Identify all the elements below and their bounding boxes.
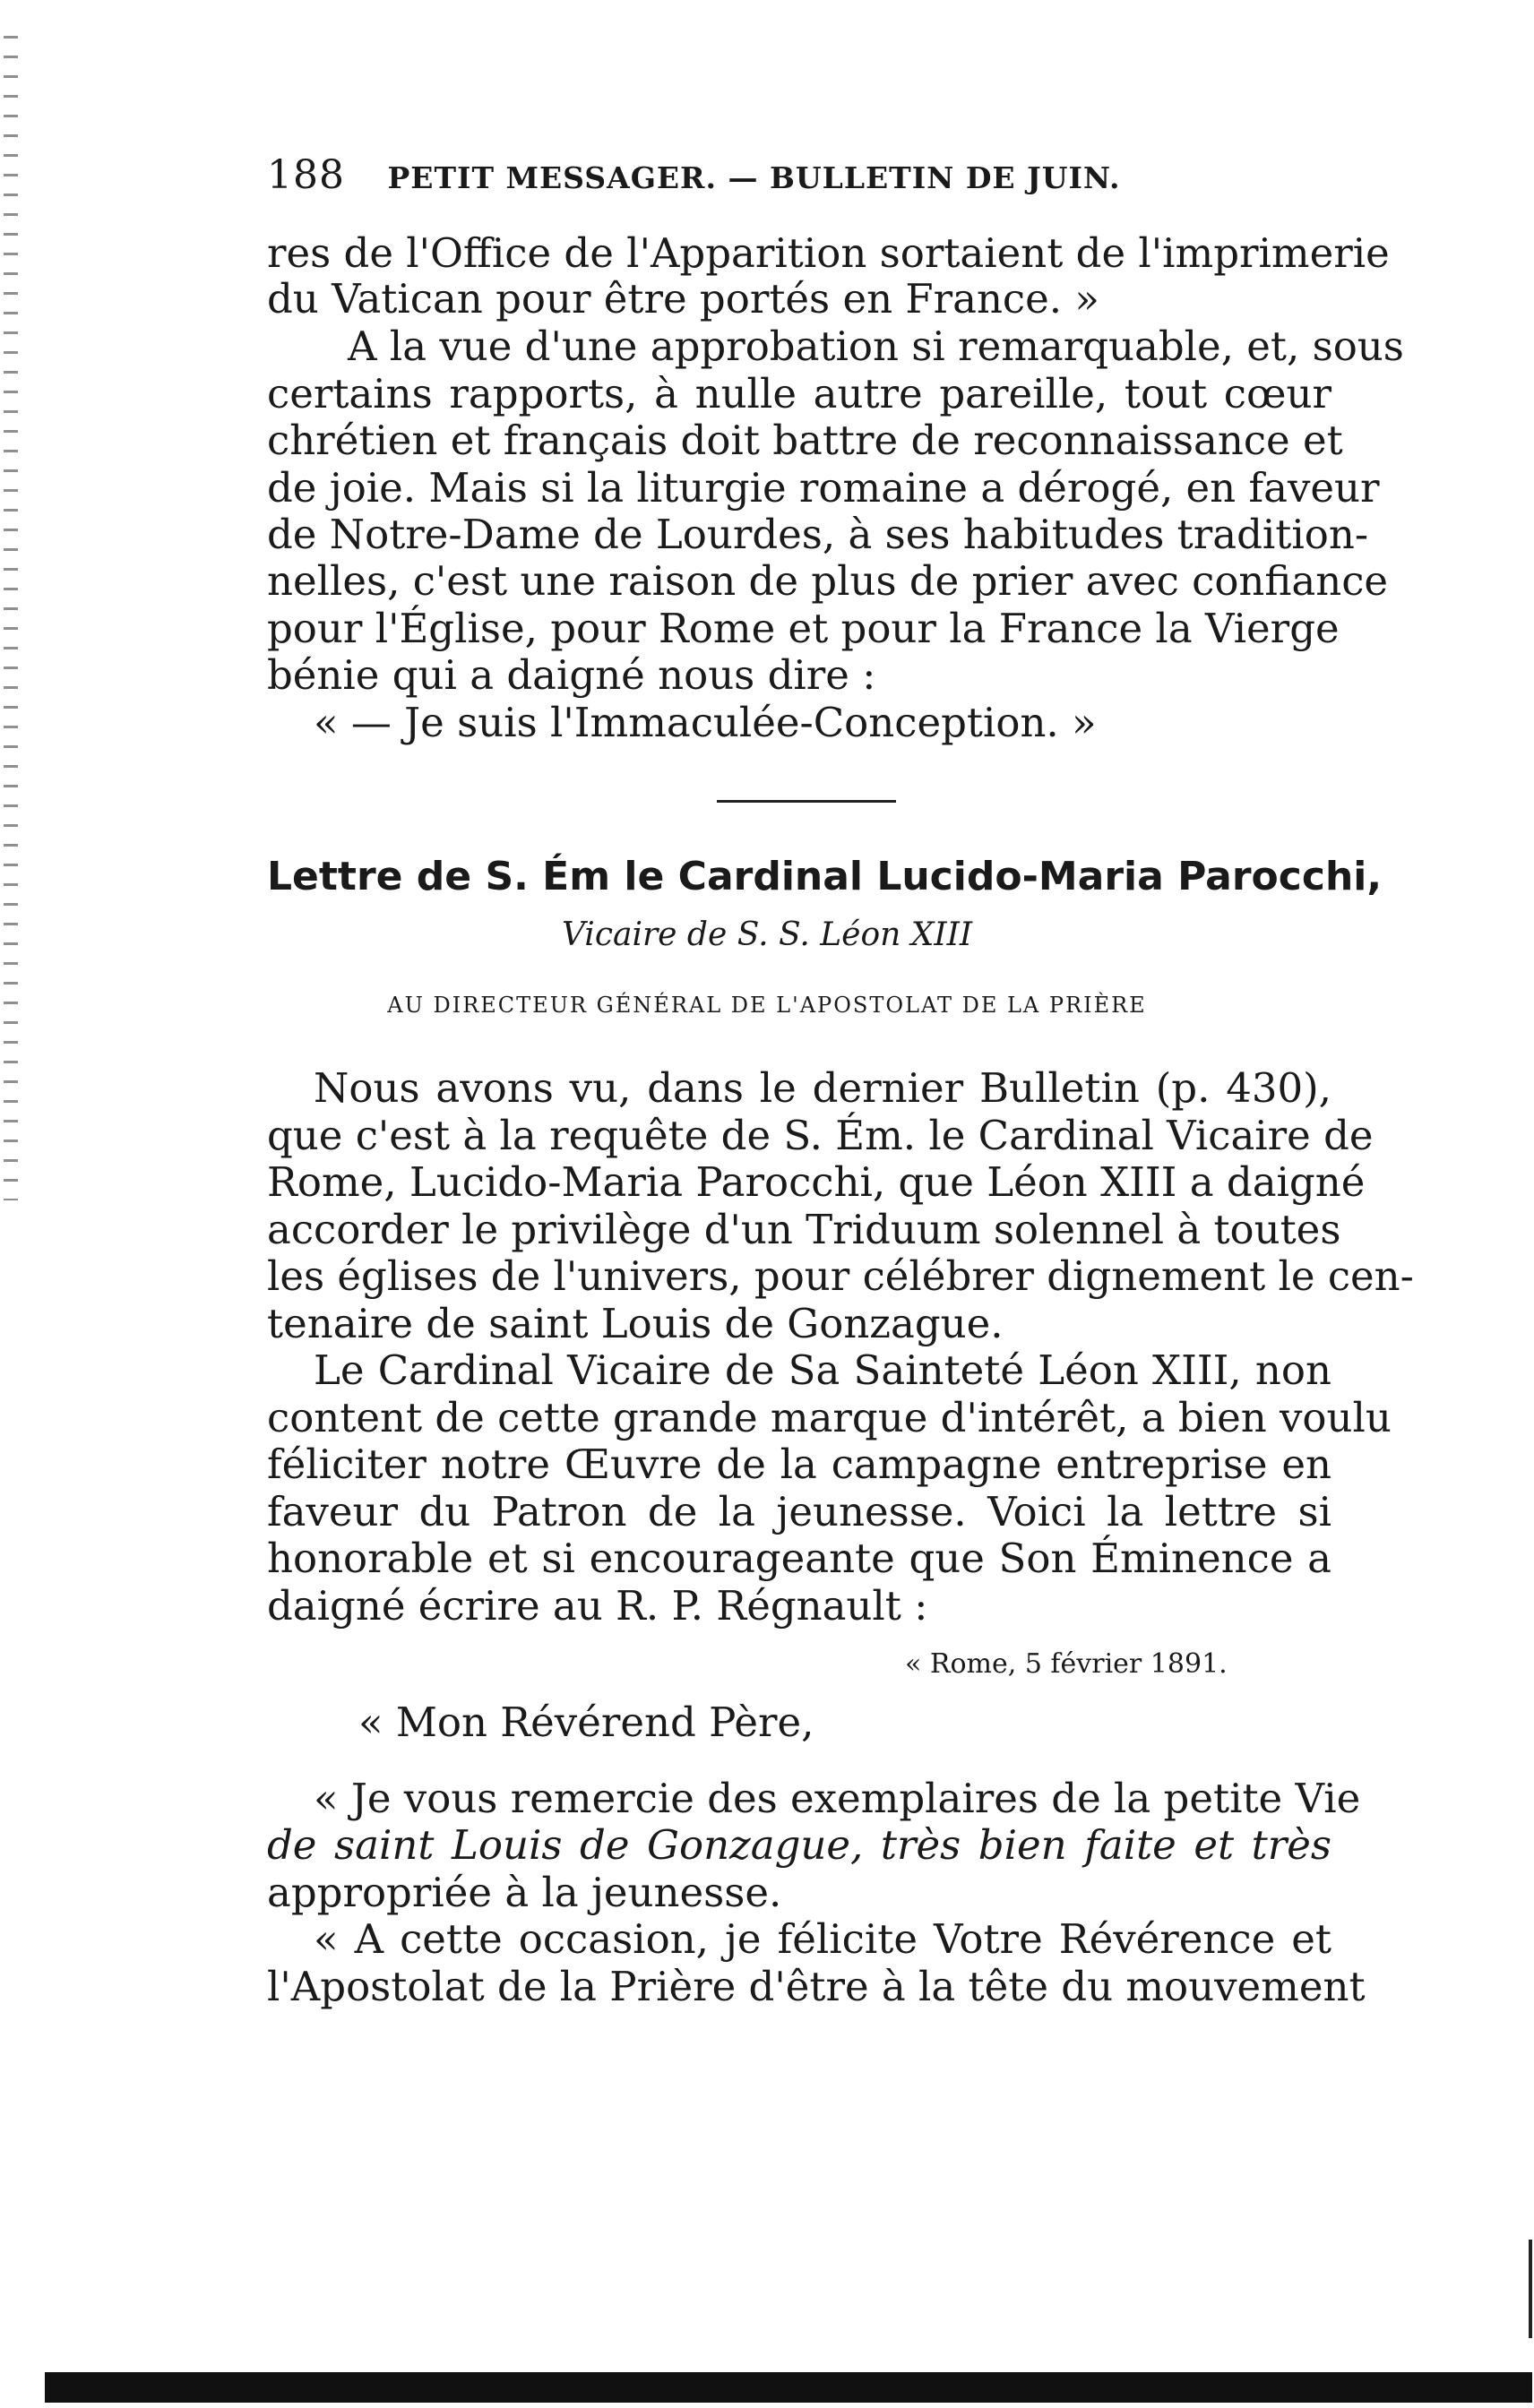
text-line: « A cette occasion, je félicite Votre Révérence et (314, 1915, 1331, 1963)
scan-bottom-bar (45, 2372, 1532, 2403)
text-line: nelles, c'est une raison de plus de prier avec confiance (267, 557, 1389, 605)
running-title: PETIT MESSAGER. — BULLETIN DE JUIN. (387, 160, 1121, 195)
text-line: de saint Louis de Gonzague, très bien faite et très (267, 1821, 1331, 1869)
running-header (267, 152, 1199, 198)
letter-subtitle: Vicaire de S. S. Léon XIII (561, 916, 973, 953)
text-line: appropriée à la jeunesse. (267, 1869, 782, 1916)
text-line: content de cette grande marque d'intérêt, a bien voulu (267, 1394, 1392, 1441)
letter-dateline: « Rome, 5 février 1891. (905, 1648, 1228, 1680)
text-line: Rome, Lucido-Maria Parocchi, que Léon XIII a daigné (267, 1158, 1366, 1206)
section-divider (717, 800, 896, 803)
text-line: res de l'Office de l'Apparition sortaient de l'imprimerie (267, 229, 1390, 277)
text-line: A la vue d'une approbation si remarquable, et, sous (348, 322, 1404, 370)
text-line: Le Cardinal Vicaire de Sa Sainteté Léon XIII, non (314, 1346, 1331, 1394)
text-line: de Notre-Dame de Lourdes, à ses habitudes tradition- (267, 511, 1369, 558)
page-number: 188 (267, 152, 345, 198)
text-line: bénie qui a daigné nous dire : (267, 651, 876, 699)
text-line: tenaire de saint Louis de Gonzague. (267, 1300, 1004, 1347)
text-line: « Je vous remercie des exemplaires de la petite Vie (314, 1775, 1361, 1822)
text-line: accorder le privilège d'un Triduum solennel à toutes (267, 1206, 1341, 1253)
letter-salutation: « Mon Révérend Père, (358, 1698, 814, 1746)
text-line: les églises de l'univers, pour célébrer dignement le cen- (267, 1252, 1414, 1300)
letter-title: Lettre de S. Ém le Cardinal Lucido-Maria Parocchi, (267, 854, 1383, 899)
text-line: que c'est à la requête de S. Ém. le Cardinal Vicaire de (267, 1112, 1374, 1159)
text-line: Nous avons vu, dans le dernier Bulletin (p. 430), (314, 1064, 1331, 1112)
scan-edge-noise (4, 36, 18, 1200)
text-line: faveur du Patron de la jeunesse. Voici la lettre si (267, 1488, 1331, 1535)
text-line: pour l'Église, pour Rome et pour la France la Vierge (267, 605, 1340, 652)
text-line: l'Apostolat de la Prière d'être à la tête du mouvement (267, 1963, 1366, 2010)
text-line: du Vatican pour être portés en France. » (267, 275, 1099, 322)
text-line: féliciter notre Œuvre de la campagne entreprise en (267, 1440, 1331, 1488)
letter-addressee: AU DIRECTEUR GÉNÉRAL DE L'APOSTOLAT DE LA PRIÈRE (387, 993, 1147, 1018)
scan-edge-mark (1529, 2240, 1532, 2338)
text-line: daigné écrire au R. P. Régnault : (267, 1582, 928, 1630)
text-line: de joie. Mais si la liturgie romaine a dérogé, en faveur (267, 464, 1380, 512)
text-line: certains rapports, à nulle autre pareille, tout cœur (267, 370, 1331, 417)
text-line: « — Je suis l'Immaculée-Conception. » (314, 699, 1097, 746)
text-line: chrétien et français doit battre de reconnaissance et (267, 417, 1343, 464)
text-line: honorable et si encourageante que Son Éminence a (267, 1535, 1331, 1582)
